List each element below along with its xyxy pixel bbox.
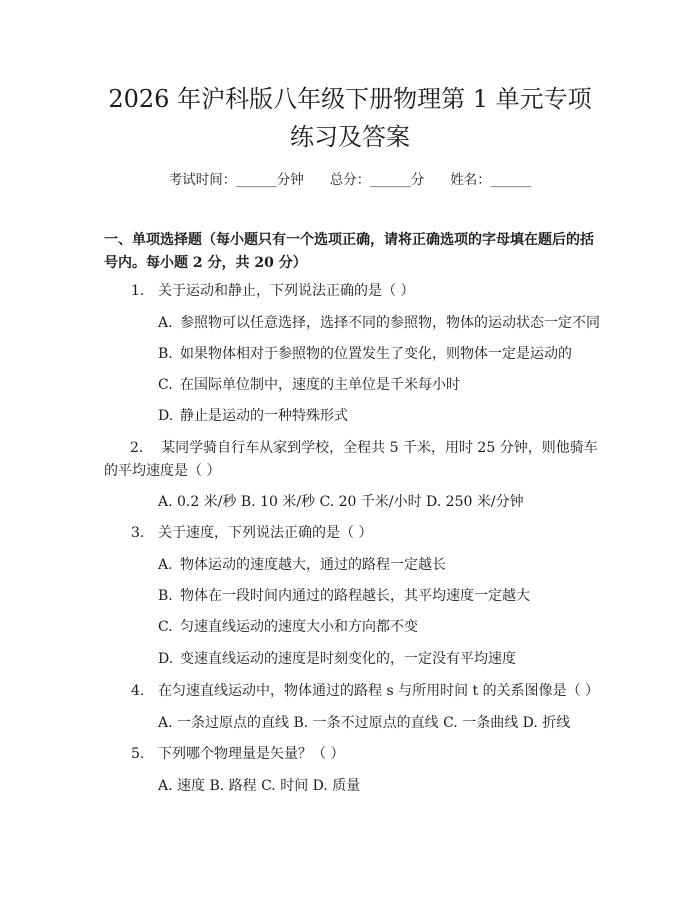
title-line-2: 练习及答案 [290,123,410,151]
question-text: 某同学骑自行车从家到学校，全程共 5 千米，用时 25 分钟，则他骑车的平均速度是（ ） [104,440,598,479]
question-1-option-d: D. 静止是运动的一种特殊形式 [158,408,348,424]
section-1-heading: 一、单项选择题（每小题只有一个选项正确，请将正确选项的字母填在题后的括号内。每小题 2 分，共 20 分） [104,232,594,271]
question-3-option-c: C. 匀速直线运动的速度大小和方向都不变 [158,619,418,635]
question-1-option-c: C. 在国际单位制中，速度的主单位是千米每小时 [158,377,460,393]
document-title [60,80,640,156]
question-number: 5. [131,746,145,762]
question-5-options: A. 速度 B. 路程 C. 时间 D. 质量 [158,778,361,794]
question-1-option-b: B. 如果物体相对于参照物的位置发生了变化，则物体一定是运动的 [158,346,572,362]
question-text: 下列哪个物理量是矢量？（ ） [158,746,345,762]
question-5 [131,743,344,765]
question-1-option-a: A. 参照物可以任意选择，选择不同的参照物，物体的运动状态一定不同 [158,315,600,331]
question-2-options: A. 0.2 米/秒 B. 10 米/秒 C. 20 千米/小时 D. 250 米/分钟 [158,494,524,510]
question-3-option-b: B. 物体在一段时间内通过的路程越长，其平均速度一定越大 [158,588,530,604]
question-4-options: A. 一条过原点的直线 B. 一条不过原点的直线 C. 一条曲线 D. 折线 [158,715,571,731]
exam-time: 考试时间：______分钟 [168,172,304,188]
question-1 [131,280,414,302]
title-line-1: 2026 年沪科版八年级下册物理第 1 单元专项 [108,85,592,113]
question-number: 2. [130,440,144,456]
exam-score: 总分：______分 [329,172,425,188]
question-3 [131,522,372,544]
question-text: 关于运动和静止，下列说法正确的是（ ） [158,283,415,299]
question-2 [104,437,604,483]
question-text: 在匀速直线运动中，物体通过的路程 s 与所用时间 t 的关系图像是（ ） [158,683,600,699]
exam-name: 姓名：______ [450,172,532,188]
question-number: 1. [131,283,145,299]
question-4 [131,680,599,702]
question-number: 3. [131,525,145,541]
question-number: 4. [131,683,145,699]
question-text: 关于速度，下列说法正确的是（ ） [158,525,373,541]
question-3-option-a: A. 物体运动的速度越大，通过的路程一定越长 [158,557,446,573]
question-3-option-d: D. 变速直线运动的速度是时刻变化的，一定没有平均速度 [158,651,516,667]
exam-info [0,168,700,188]
